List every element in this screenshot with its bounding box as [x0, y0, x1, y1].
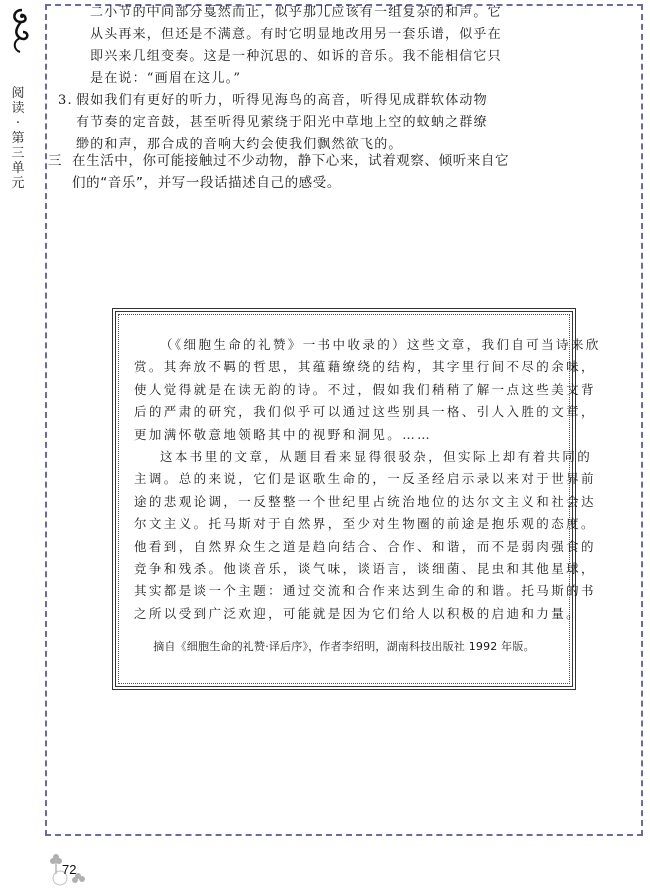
text-line: 从头再来，但还是不满意。有时它明显地改用另一套乐谱，似乎在	[90, 27, 502, 42]
text-line: 他看到，自然界众生之道是趋向结合、合作、和谐，而不是弱肉强食的	[134, 538, 596, 554]
text-line: 后的严肃的研究，我们似乎可以通过这些别具一格、引人入胜的文章，	[134, 404, 596, 420]
page-number: 72	[62, 862, 77, 877]
side-label-char: 三	[11, 146, 25, 161]
text-line: 二小节的中间部分戛然而止，似乎那儿应该有一组复杂的和声。它	[90, 5, 502, 20]
excerpt-paragraph-2	[134, 446, 596, 625]
text-line: 们的“音乐”，并写一段话描述自己的感受。	[72, 175, 341, 191]
continuation-text	[58, 2, 502, 156]
item-number: 3.	[58, 93, 73, 108]
excerpt-source: 摘自《细胞生命的礼赞·译后序》，作者李绍明，湖南科技出版社 1992 年版。	[153, 640, 535, 653]
text-line: 在生活中，你可能接触过不少动物，静下心来，试着观察、倾听来自它	[72, 153, 510, 169]
text-line: 尔文主义。托马斯对于自然界，至少对生物圈的前途是抱乐观的态度。	[134, 516, 596, 532]
text-line: 即兴来几组变奏。这是一种沉思的、如诉的音乐。我不能相信它只	[90, 49, 502, 64]
text-line: 假如我们有更好的听力，听得见海鸟的高音，听得见成群软体动物	[76, 93, 488, 108]
excerpt-box	[112, 308, 601, 690]
text-line: 缈的和声，那合成的音响大约会使我们飘然欲飞的。	[76, 137, 403, 152]
text-line: （《细胞生命的礼赞》一书中收录的）这些文章，我们自可当诗来欣	[160, 337, 601, 352]
text-line: 这本书里的文章，从题目看来显得很驳杂，但实际上却有着共同的	[160, 449, 593, 465]
side-label-char: 第	[11, 131, 25, 146]
side-label-char: 单	[11, 161, 25, 176]
text-line: 途的悲观论调，一反整整一个世纪里占统治地位的达尔文主义和社会达	[134, 493, 596, 509]
scroll-ornament-icon	[6, 6, 38, 54]
text-line: 使人觉得就是在读无韵的诗。不过，假如我们稍稍了解一点这些美文背	[134, 381, 596, 397]
side-label-char: 元	[11, 176, 25, 191]
text-line: 竞争和残杀。他谈音乐，谈气味，谈语言，谈细菌、昆虫和其他星球，	[134, 561, 596, 577]
side-label-char: ·	[15, 116, 21, 131]
section-3-exercise	[48, 150, 518, 194]
text-line: 其实都是谈一个主题：通过交流和合作来达到生命的和谐。托马斯的书	[134, 583, 596, 599]
section-number: 三	[48, 153, 63, 169]
text-line: 之所以受到广泛欢迎，可能就是因为它们给人以积极的启迪和力量。	[134, 605, 582, 621]
side-label-char: 阅	[11, 86, 25, 101]
text-line: 有节奏的定音鼓，甚至听得见萦绕于阳光中草地上空的蚊蚋之群缭	[76, 115, 488, 130]
text-line: 更加满怀敬意地领略其中的视野和洞见。……	[134, 426, 433, 442]
side-label-char: 读	[11, 101, 25, 116]
text-line: 是在说：“画眉在这儿。”	[90, 71, 242, 86]
text-line: 赏。其奔放不羁的哲思，其蕴藉缭绕的结构，其字里行间不尽的余味，	[134, 359, 596, 375]
excerpt-paragraph-1	[134, 334, 601, 446]
chapter-side-label	[8, 86, 28, 191]
text-line: 主调。总的来说，它们是讴歌生命的，一反圣经启示录以来对于世界前	[134, 471, 596, 487]
item-3	[48, 90, 502, 156]
